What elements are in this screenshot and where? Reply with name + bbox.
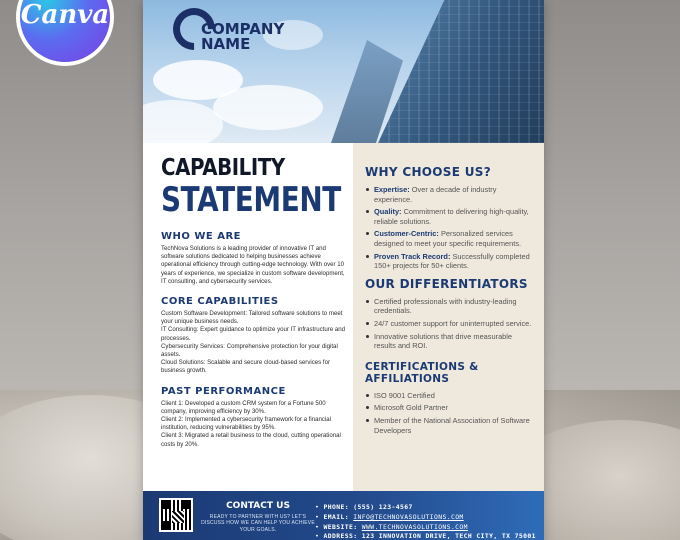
phone-label: PHONE: xyxy=(323,503,349,511)
list-item: ISO 9001 Certified xyxy=(365,391,532,401)
cloud xyxy=(213,85,323,130)
core-capability-item: IT Consulting: Expert guidance to optimize your IT infrastructure and processes. xyxy=(161,326,346,342)
differentiators-heading: OUR DIFFERENTIATORS xyxy=(365,276,528,291)
list-item-text: Commitment to delivering high-quality, reliable solutions. xyxy=(374,207,529,226)
company-name-line2: NAME xyxy=(201,35,251,53)
cloud xyxy=(143,100,223,143)
company-logo xyxy=(173,8,285,53)
why-choose-us-heading: WHY CHOOSE US? xyxy=(365,165,491,179)
differentiators-list xyxy=(365,297,532,351)
contact-list xyxy=(315,503,543,540)
core-capability-item: Cloud Solutions: Scalable and secure cloud-based services for business growth. xyxy=(161,359,331,375)
certifications-list xyxy=(365,391,532,435)
core-capability-item: Cybersecurity Services: Comprehensive protection for your digital assets. xyxy=(161,342,338,359)
list-item xyxy=(365,252,532,271)
hero-image xyxy=(143,0,544,143)
list-item: 24/7 customer support for uninterrupted service. xyxy=(365,319,532,329)
canva-logo-text: Canva xyxy=(20,0,110,30)
contact-address: • ADDRESS: 123 INNOVATION DRIVE, TECH CITY, TX 75001 xyxy=(315,532,536,540)
contact-footer xyxy=(143,491,544,540)
past-performance-heading: PAST PERFORMANCE xyxy=(161,385,286,397)
list-item xyxy=(365,207,532,226)
list-item-label: Proven Track Record: xyxy=(374,251,451,261)
list-item xyxy=(365,229,532,248)
list-item-label: Customer-Centric: xyxy=(374,229,439,239)
certifications-heading: CERTIFICATIONS & AFFILIATIONS xyxy=(365,360,479,385)
qr-pattern-center xyxy=(172,511,184,523)
past-performance-body xyxy=(161,400,347,449)
contact-phone: • PHONE: (555) 123-4567 xyxy=(315,503,413,511)
left-column xyxy=(161,155,347,449)
core-capabilities-heading: CORE CAPABILITIES xyxy=(161,296,279,308)
list-item-label: Quality: xyxy=(374,207,402,217)
canva-badge xyxy=(20,0,110,62)
list-item: Member of the National Association of Software Developers xyxy=(365,416,532,435)
past-performance-item: Client 3: Migrated a retail business to the cloud, cutting operational costs by 20%. xyxy=(161,432,341,448)
past-performance-item: Client 2: Implemented a cybersecurity framework for a financial institution, reducing vulnerabilities by 95%. xyxy=(161,416,332,432)
email-label: EMAIL: xyxy=(323,512,349,521)
who-we-are-heading: WHO WE ARE xyxy=(161,231,241,242)
why-choose-us-list xyxy=(365,185,532,271)
right-panel xyxy=(353,143,544,491)
qr-code-icon[interactable] xyxy=(159,498,193,532)
list-item-label: Expertise: xyxy=(374,185,410,194)
contact-email: • EMAIL: INFO@TECHNOVASOLUTIONS.COM xyxy=(315,512,464,521)
list-item-text: Over a decade of industry experience. xyxy=(374,185,497,204)
company-name-line1: COMPANY xyxy=(201,20,285,38)
list-item: Innovative solutions that drive measurable results and ROI. xyxy=(365,332,532,351)
past-performance-item: Client 1: Developed a custom CRM system for a Fortune 500 company, improving efficiency by 30%. xyxy=(161,399,326,415)
contact-subtitle: READY TO PARTNER WITH US? LET'S DISCUSS HOW WE CAN HELP YOU ACHIEVE YOUR GOALS. xyxy=(201,514,315,533)
title-line2: STATEMENT xyxy=(161,180,341,220)
list-item: Certified professionals with industry-leading credentials. xyxy=(365,297,532,316)
list-item-text: Successfully completed 150+ projects for 50+ clients. xyxy=(374,251,530,271)
email-link[interactable]: INFO@TECHNOVASOLUTIONS.COM xyxy=(353,512,464,521)
capability-statement-flyer xyxy=(143,0,544,540)
contact-title: CONTACT US xyxy=(226,501,290,511)
building xyxy=(378,0,544,143)
core-capability-item: Custom Software Development: Tailored software solutions to meet your unique business needs. xyxy=(161,310,343,326)
list-item-text: Personalized services designed to meet your specific requirements. xyxy=(374,229,522,248)
website-link[interactable]: WWW.TECHNOVASOLUTIONS.COM xyxy=(361,522,468,531)
core-capabilities-body xyxy=(161,310,347,376)
address-value: 123 INNOVATION DRIVE, TECH CITY, TX 75001 xyxy=(361,532,536,540)
title-line1: CAPABILITY xyxy=(161,155,285,181)
address-label: ADDRESS: xyxy=(323,532,358,540)
phone-value[interactable]: (555) 123-4567 xyxy=(353,503,413,511)
list-item xyxy=(365,185,532,204)
list-item: Microsoft Gold Partner xyxy=(365,403,532,413)
contact-website: • WEBSITE: WWW.TECHNOVASOLUTIONS.COM xyxy=(315,522,468,531)
website-label: WEBSITE: xyxy=(323,522,358,531)
who-we-are-body: TechNova Solutions is a leading provider of innovative IT and software solutions dedicated to helping businesses achieve operational efficiency through cutting-edge technology. With over 10 years of experience, we specialize in custom software development, IT consulting, and cybersecurity services. xyxy=(161,245,345,285)
